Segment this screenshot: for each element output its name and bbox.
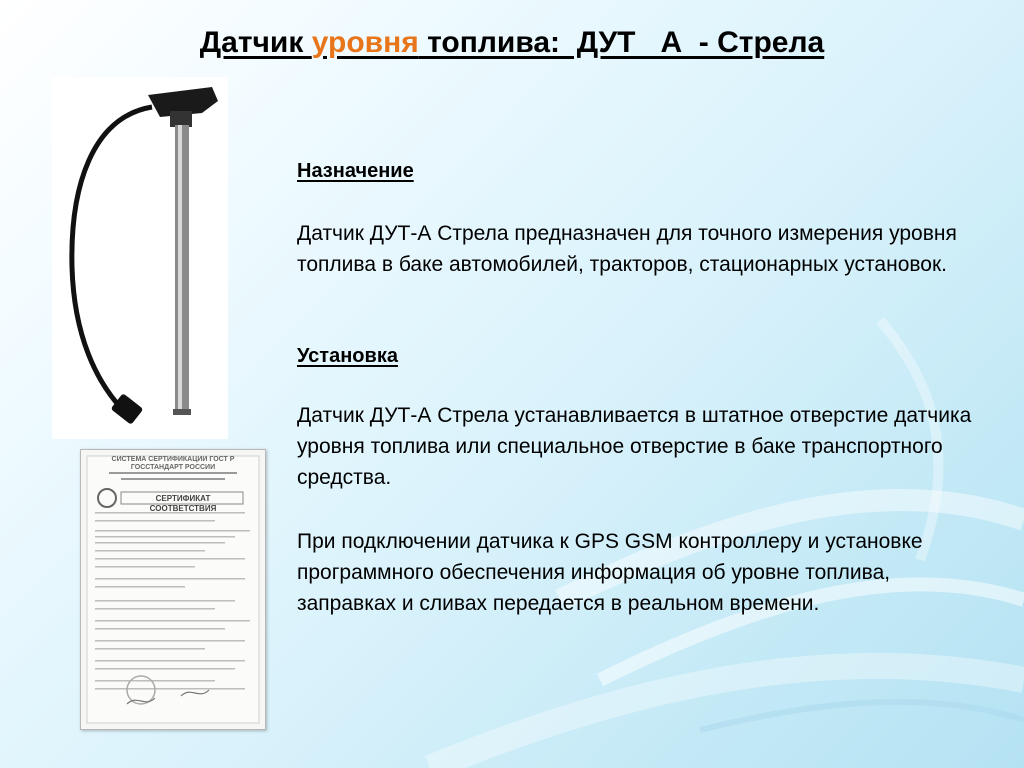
title-highlight: уровня — [311, 26, 419, 59]
fuel-sensor-illustration — [52, 77, 228, 439]
purpose-text: Датчик ДУТ-А Стрела предназначен для точного измерения уровня топлива в баке автомобилей, тракторов, стационарных установок. — [297, 222, 957, 276]
certificate-title: СЕРТИФИКАТ СООТВЕТСТВИЯ — [149, 494, 217, 513]
slide-title — [0, 26, 1024, 60]
purpose-heading: Назначение — [297, 160, 414, 182]
certificate-header — [89, 456, 257, 472]
title-part2: топлива: ДУТ А - Стрела — [418, 26, 825, 59]
certificate-header-line2: ГОССТАНДАРТ РОССИИ — [130, 464, 216, 471]
gps-text: При подключении датчика к GPS GSM контроллеру и установке программного обеспечения информация об уровне топлива, заправках и сливах передается в реальном времени. — [297, 530, 923, 615]
certificate-header-line1: СИСТЕМА СЕРТИФИКАЦИИ ГОСТ Р — [111, 456, 235, 463]
install-text: Датчик ДУТ-А Стрела устанавливается в штатное отверстие датчика уровня топлива или специальное отверстие в баке транспортного средства. — [297, 404, 972, 489]
title-part1: Датчик — [199, 26, 312, 59]
certificate-illustration — [81, 450, 265, 729]
install-heading: Установка — [297, 345, 398, 367]
certificate-image — [80, 449, 266, 730]
fuel-sensor-image — [52, 77, 228, 439]
